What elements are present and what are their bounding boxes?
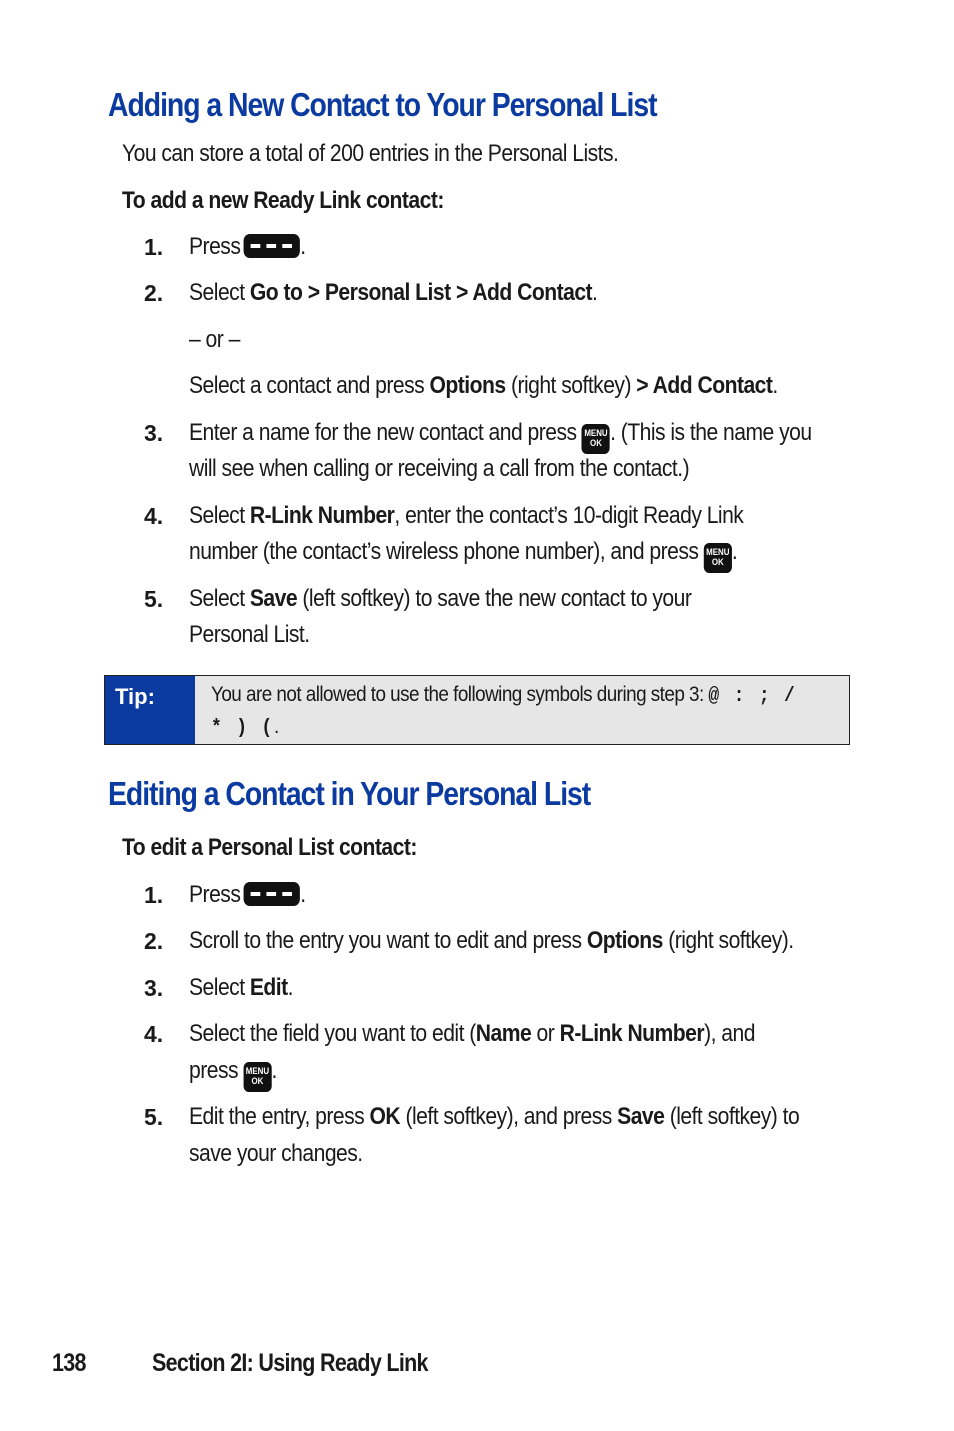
- section-footer: Section 2I: Using Ready Link: [152, 1349, 428, 1377]
- step-number: 2.: [144, 280, 164, 306]
- step-text: Edit the entry, press OK (left softkey), and press Save (left softkey) to: [189, 1103, 800, 1130]
- step-text-line2: press MENU OK .: [189, 1053, 277, 1092]
- step-text: Press .: [189, 233, 306, 260]
- intro-text: You can store a total of 200 entries in the Personal Lists.: [122, 140, 619, 167]
- step-number: 2.: [144, 928, 164, 954]
- step-text: Scroll to the entry you want to edit and press Options (right softkey).: [189, 927, 794, 954]
- tip-box: [104, 675, 850, 745]
- step-number: 4.: [144, 1021, 164, 1047]
- subhead-edit: To edit a Personal List contact:: [122, 834, 417, 861]
- page-number: 138: [52, 1349, 86, 1377]
- subhead-add: To add a new Ready Link contact:: [122, 187, 444, 214]
- tip-label: Tip:: [105, 676, 195, 744]
- or-separator: – or –: [189, 326, 240, 353]
- step-text: Select Go to > Personal List > Add Contact.: [189, 279, 598, 306]
- step-text: Select the field you want to edit (Name or R-Link Number), and: [189, 1020, 755, 1047]
- section-title-editing: Editing a Contact in Your Personal List: [108, 775, 591, 812]
- step-text: Select R-Link Number, enter the contact’s 10-digit Ready Link: [189, 502, 744, 529]
- alt-step-text: Select a contact and press Options (right softkey) > Add Contact.: [189, 372, 778, 399]
- menu-ok-key-icon: MENU OK: [243, 1062, 271, 1092]
- step-number: 3.: [144, 975, 164, 1001]
- step-text: Select Edit.: [189, 974, 294, 1001]
- dash-softkey-icon: [244, 882, 300, 906]
- step-number: 4.: [144, 503, 164, 529]
- step-text: Enter a name for the new contact and press MENU OK . (This is the name you: [189, 415, 812, 454]
- dash-softkey-icon: [244, 234, 300, 258]
- step-number: 1.: [144, 882, 164, 908]
- step-text-line2: Personal List.: [189, 621, 310, 648]
- step-text: Select Save (left softkey) to save the new contact to your: [189, 585, 692, 612]
- menu-ok-key-icon: MENU OK: [582, 424, 610, 454]
- menu-ok-key-icon: MENU OK: [704, 543, 732, 573]
- step-text-line2: save your changes.: [189, 1140, 363, 1167]
- step-text-line2: number (the contact’s wireless phone number), and press MENU OK .: [189, 534, 737, 573]
- step-number: 3.: [144, 420, 164, 446]
- tip-text: You are not allowed to use the following symbols during step 3: @ : ; / * ) (.: [211, 683, 797, 740]
- step-number: 5.: [144, 1104, 164, 1130]
- step-number: 1.: [144, 234, 164, 260]
- step-number: 5.: [144, 586, 164, 612]
- section-title-adding: Adding a New Contact to Your Personal List: [108, 86, 657, 123]
- step-text: Press .: [189, 881, 306, 908]
- step-text-line2: will see when calling or receiving a call from the contact.): [189, 455, 690, 482]
